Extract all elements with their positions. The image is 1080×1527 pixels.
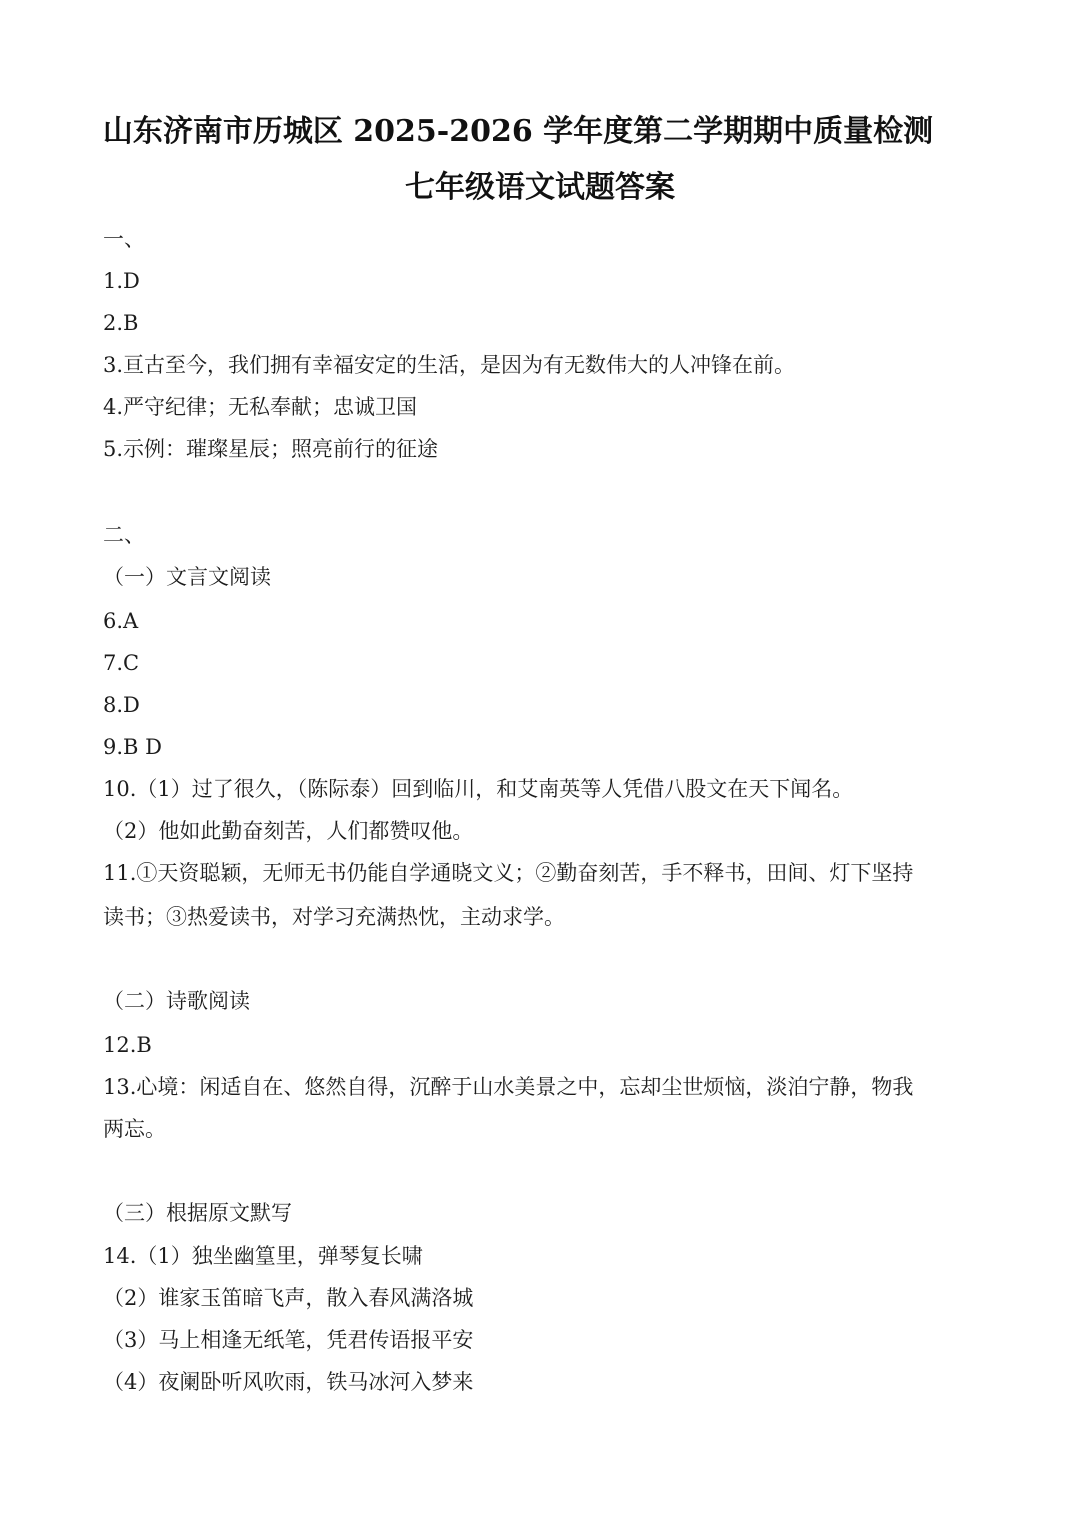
subsection-heading-dictation: （三）根据原文默写 — [103, 1201, 292, 1225]
answer-14-part-2: （2）谁家玉笛暗飞声，散入春风满洛城 — [103, 1286, 474, 1310]
answer-14-part-3: （3）马上相逢无纸笔，凭君传语报平安 — [103, 1328, 474, 1352]
answer-13-line-1: 13.心境：闲适自在、悠然自得，沉醉于山水美景之中，忘却尘世烦恼，淡泊宁静，物我 — [103, 1075, 914, 1099]
answer-14-part-1: 14.（1）独坐幽篁里，弹琴复长啸 — [103, 1244, 423, 1268]
answer-12: 12.B — [103, 1033, 152, 1057]
answer-14-part-4: （4）夜阑卧听风吹雨，铁马冰河入梦来 — [103, 1370, 474, 1394]
answer-4: 4.严守纪律；无私奉献；忠诚卫国 — [103, 395, 418, 419]
section-heading-1: 一、 — [103, 227, 145, 251]
answer-5: 5.示例：璀璨星辰；照亮前行的征途 — [103, 437, 439, 461]
answer-2: 2.B — [103, 311, 139, 335]
document-title: 山东济南市历城区 2025-2026 学年度第二学期期中质量检测 — [102, 114, 934, 149]
answer-13-line-2: 两忘。 — [103, 1117, 166, 1141]
section-heading-2: 二、 — [103, 523, 145, 547]
answer-11-line-2: 读书；③热爱读书，对学习充满热忱，主动求学。 — [103, 905, 565, 929]
answer-3: 3.亘古至今，我们拥有幸福安定的生活，是因为有无数伟大的人冲锋在前。 — [103, 353, 796, 377]
answer-1: 1.D — [103, 269, 140, 293]
answer-8: 8.D — [103, 693, 140, 717]
subsection-heading-poetry: （二）诗歌阅读 — [103, 989, 250, 1013]
answer-10-part-1: 10.（1）过了很久，（陈际泰）回到临川，和艾南英等人凭借八股文在天下闻名。 — [103, 777, 854, 801]
answer-9: 9.B D — [103, 735, 162, 759]
answer-6: 6.A — [103, 609, 139, 633]
answer-7: 7.C — [103, 651, 140, 675]
document-subtitle: 七年级语文试题答案 — [405, 170, 675, 205]
subsection-heading-classical: （一）文言文阅读 — [103, 565, 271, 589]
answer-11-line-1: 11.①天资聪颖，无师无书仍能自学通晓文义；②勤奋刻苦，手不释书，田间、灯下坚持 — [103, 861, 914, 885]
answer-10-part-2: （2）他如此勤奋刻苦，人们都赞叹他。 — [103, 819, 474, 843]
